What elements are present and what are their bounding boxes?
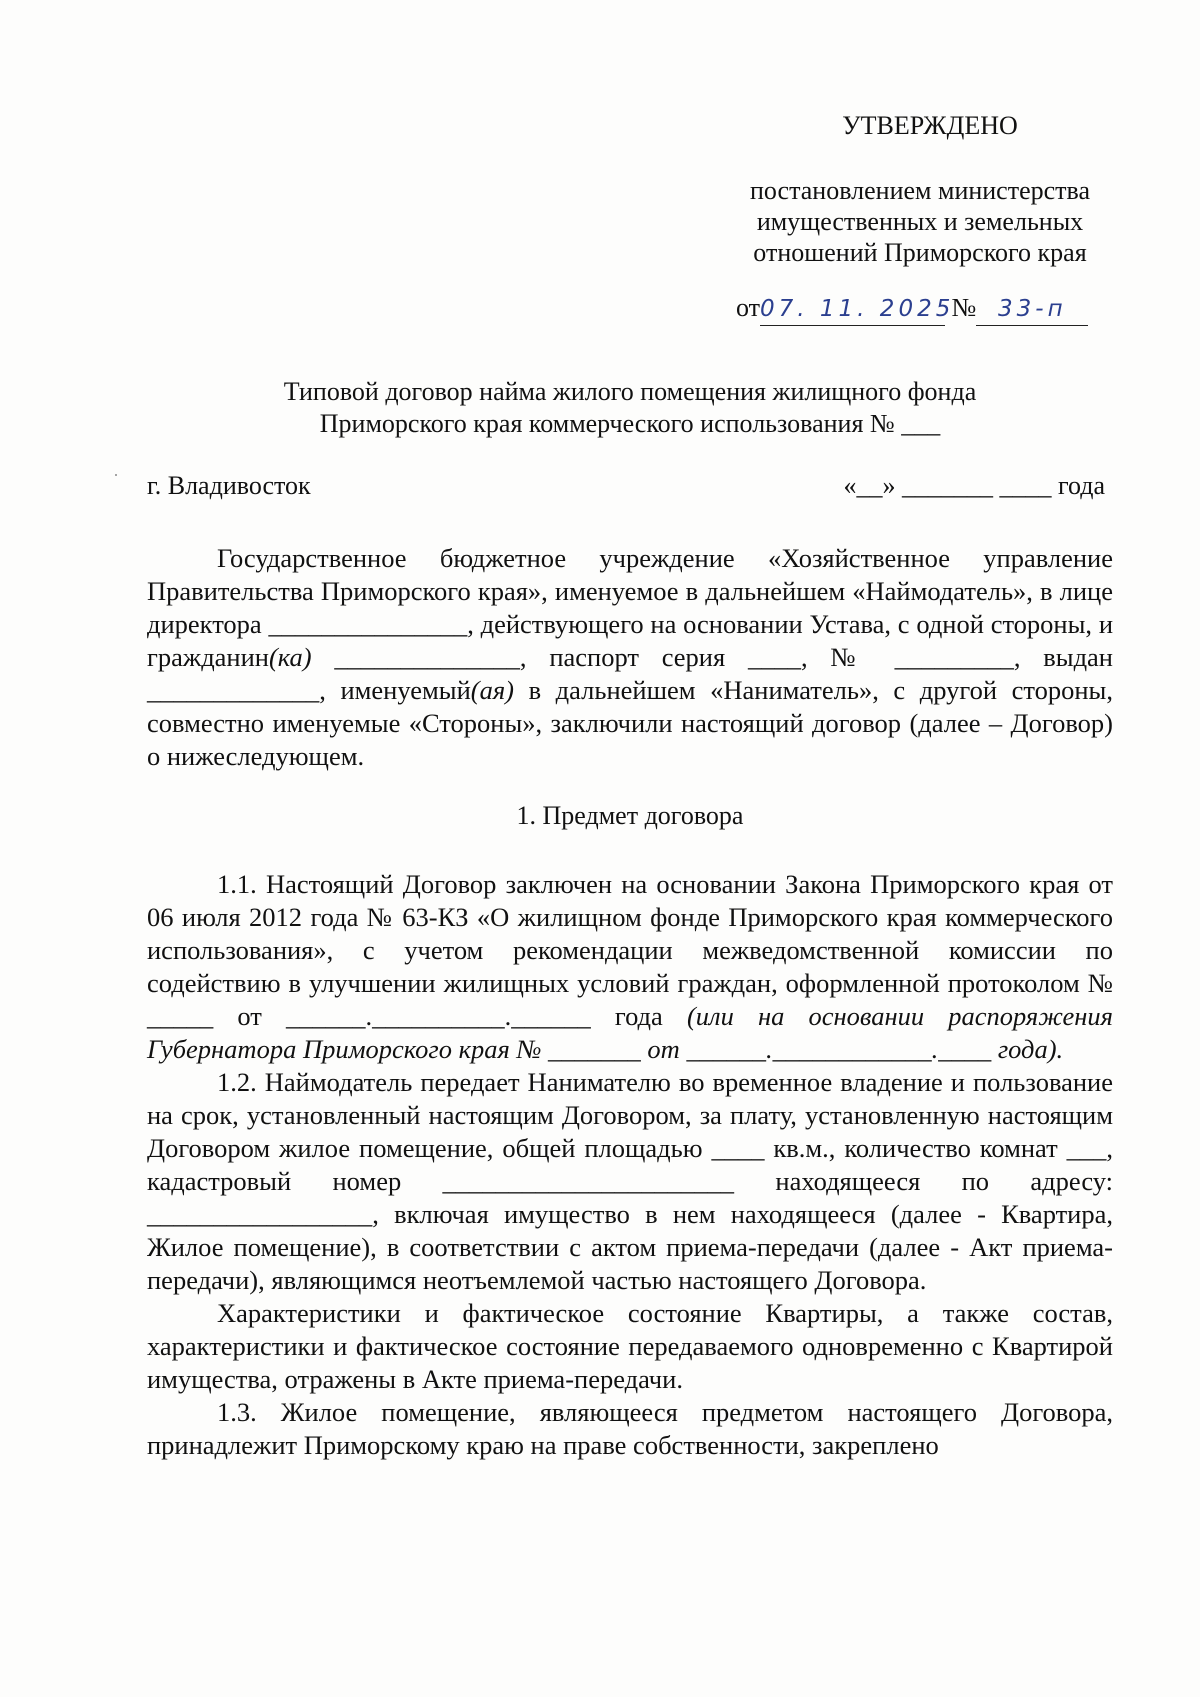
place-date-line — [147, 470, 1105, 502]
section-1-heading: 1. Предмет договора — [516, 801, 744, 830]
section-1-body — [147, 868, 1113, 1462]
title-line-1: Типовой договор найма жилого помещения жилищного фонда — [283, 377, 977, 406]
intro-paragraph-block — [147, 542, 1113, 773]
approval-line-1: постановлением министерства — [749, 176, 1091, 205]
document-title — [150, 376, 1110, 440]
contract-city: г. Владивосток — [147, 471, 311, 500]
scan-speck — [115, 474, 117, 476]
clause-1-1-alt: (или на основании распоряжения Губернатора Приморского края № _______ от ______.____________.____ года). — [147, 1001, 1113, 1064]
approved-heading: УТВЕРЖДЕНО — [842, 111, 1018, 140]
intro-gender-aya: (ая) — [470, 675, 514, 705]
order-number-label: № — [951, 293, 977, 322]
order-reference — [730, 292, 1110, 326]
contract-date-blank: «__» _______ ____ года — [843, 471, 1105, 500]
order-date-handwritten: 07. 11. 2025 — [760, 294, 945, 326]
approval-line-3: отношений Приморского края — [753, 238, 1087, 267]
approval-block — [730, 110, 1110, 326]
order-number-handwritten: 33-п — [976, 294, 1088, 326]
intro-text-1: Государственное бюджетное учреждение «Хозяйственное управление Правительства Приморского края», именуемое в дальнейшем «Наймодатель», в лице директора _______________, действующего на основании Устава, с одной стороны, и гражданин — [147, 543, 1113, 672]
clause-1-3: 1.3. Жилое помещение, являющееся предметом настоящего Договора, принадлежит Приморскому краю на праве собственности, закреплено — [147, 1397, 1113, 1460]
title-line-2: Приморского края коммерческого использования № ___ — [319, 409, 941, 438]
intro-text-2: ______________, паспорт серия ____, № _________, выдан _____________, именуемый — [147, 642, 1113, 705]
clause-1-2: 1.2. Наймодатель передает Нанимателю во временное владение и пользование на срок, установленный настоящим Договором, за плату, установленную настоящим Договором жилое помещение, общей площадью ____ кв.м., количество комнат ___, кадастровый номер ______________________ находящееся по адресу: _________________, включая имущество в нем находящееся (далее - Квартира, Жилое помещение), в соответствии с актом приема-передачи (далее - Акт приема-передачи), являющимся неотъемлемой частью настоящего Договора. — [147, 1067, 1113, 1295]
intro-text-3: в дальнейшем «Наниматель», с другой стороны, совместно именуемые «Стороны», заключили настоящий договор (далее – Договор) о нижеследующем. — [147, 675, 1113, 771]
approval-line-2: имущественных и земельных — [756, 207, 1084, 236]
clause-1-1-text: 1.1. Настоящий Договор заключен на основании Закона Приморского края от 06 июля 2012 года № 63-КЗ «О жилищном фонде Приморского края коммерческого использования», с учетом рекомендации межведомственной комиссии по содействию в улучшении жилищных условий граждан, оформленной протоколом № _____ от ______.__________.______ года — [147, 869, 1113, 1031]
intro-paragraph — [147, 542, 1113, 773]
intro-gender-ka: (ка) — [268, 642, 312, 672]
clause-1-1 — [147, 868, 1113, 1066]
order-from-label: от — [736, 293, 761, 322]
clause-1-2-characteristics: Характеристики и фактическое состояние Квартиры, а также состав, характеристики и фактическое состояние передаваемого одновременно с Квартирой имущества, отражены в Акте приема-передачи. — [147, 1298, 1113, 1394]
